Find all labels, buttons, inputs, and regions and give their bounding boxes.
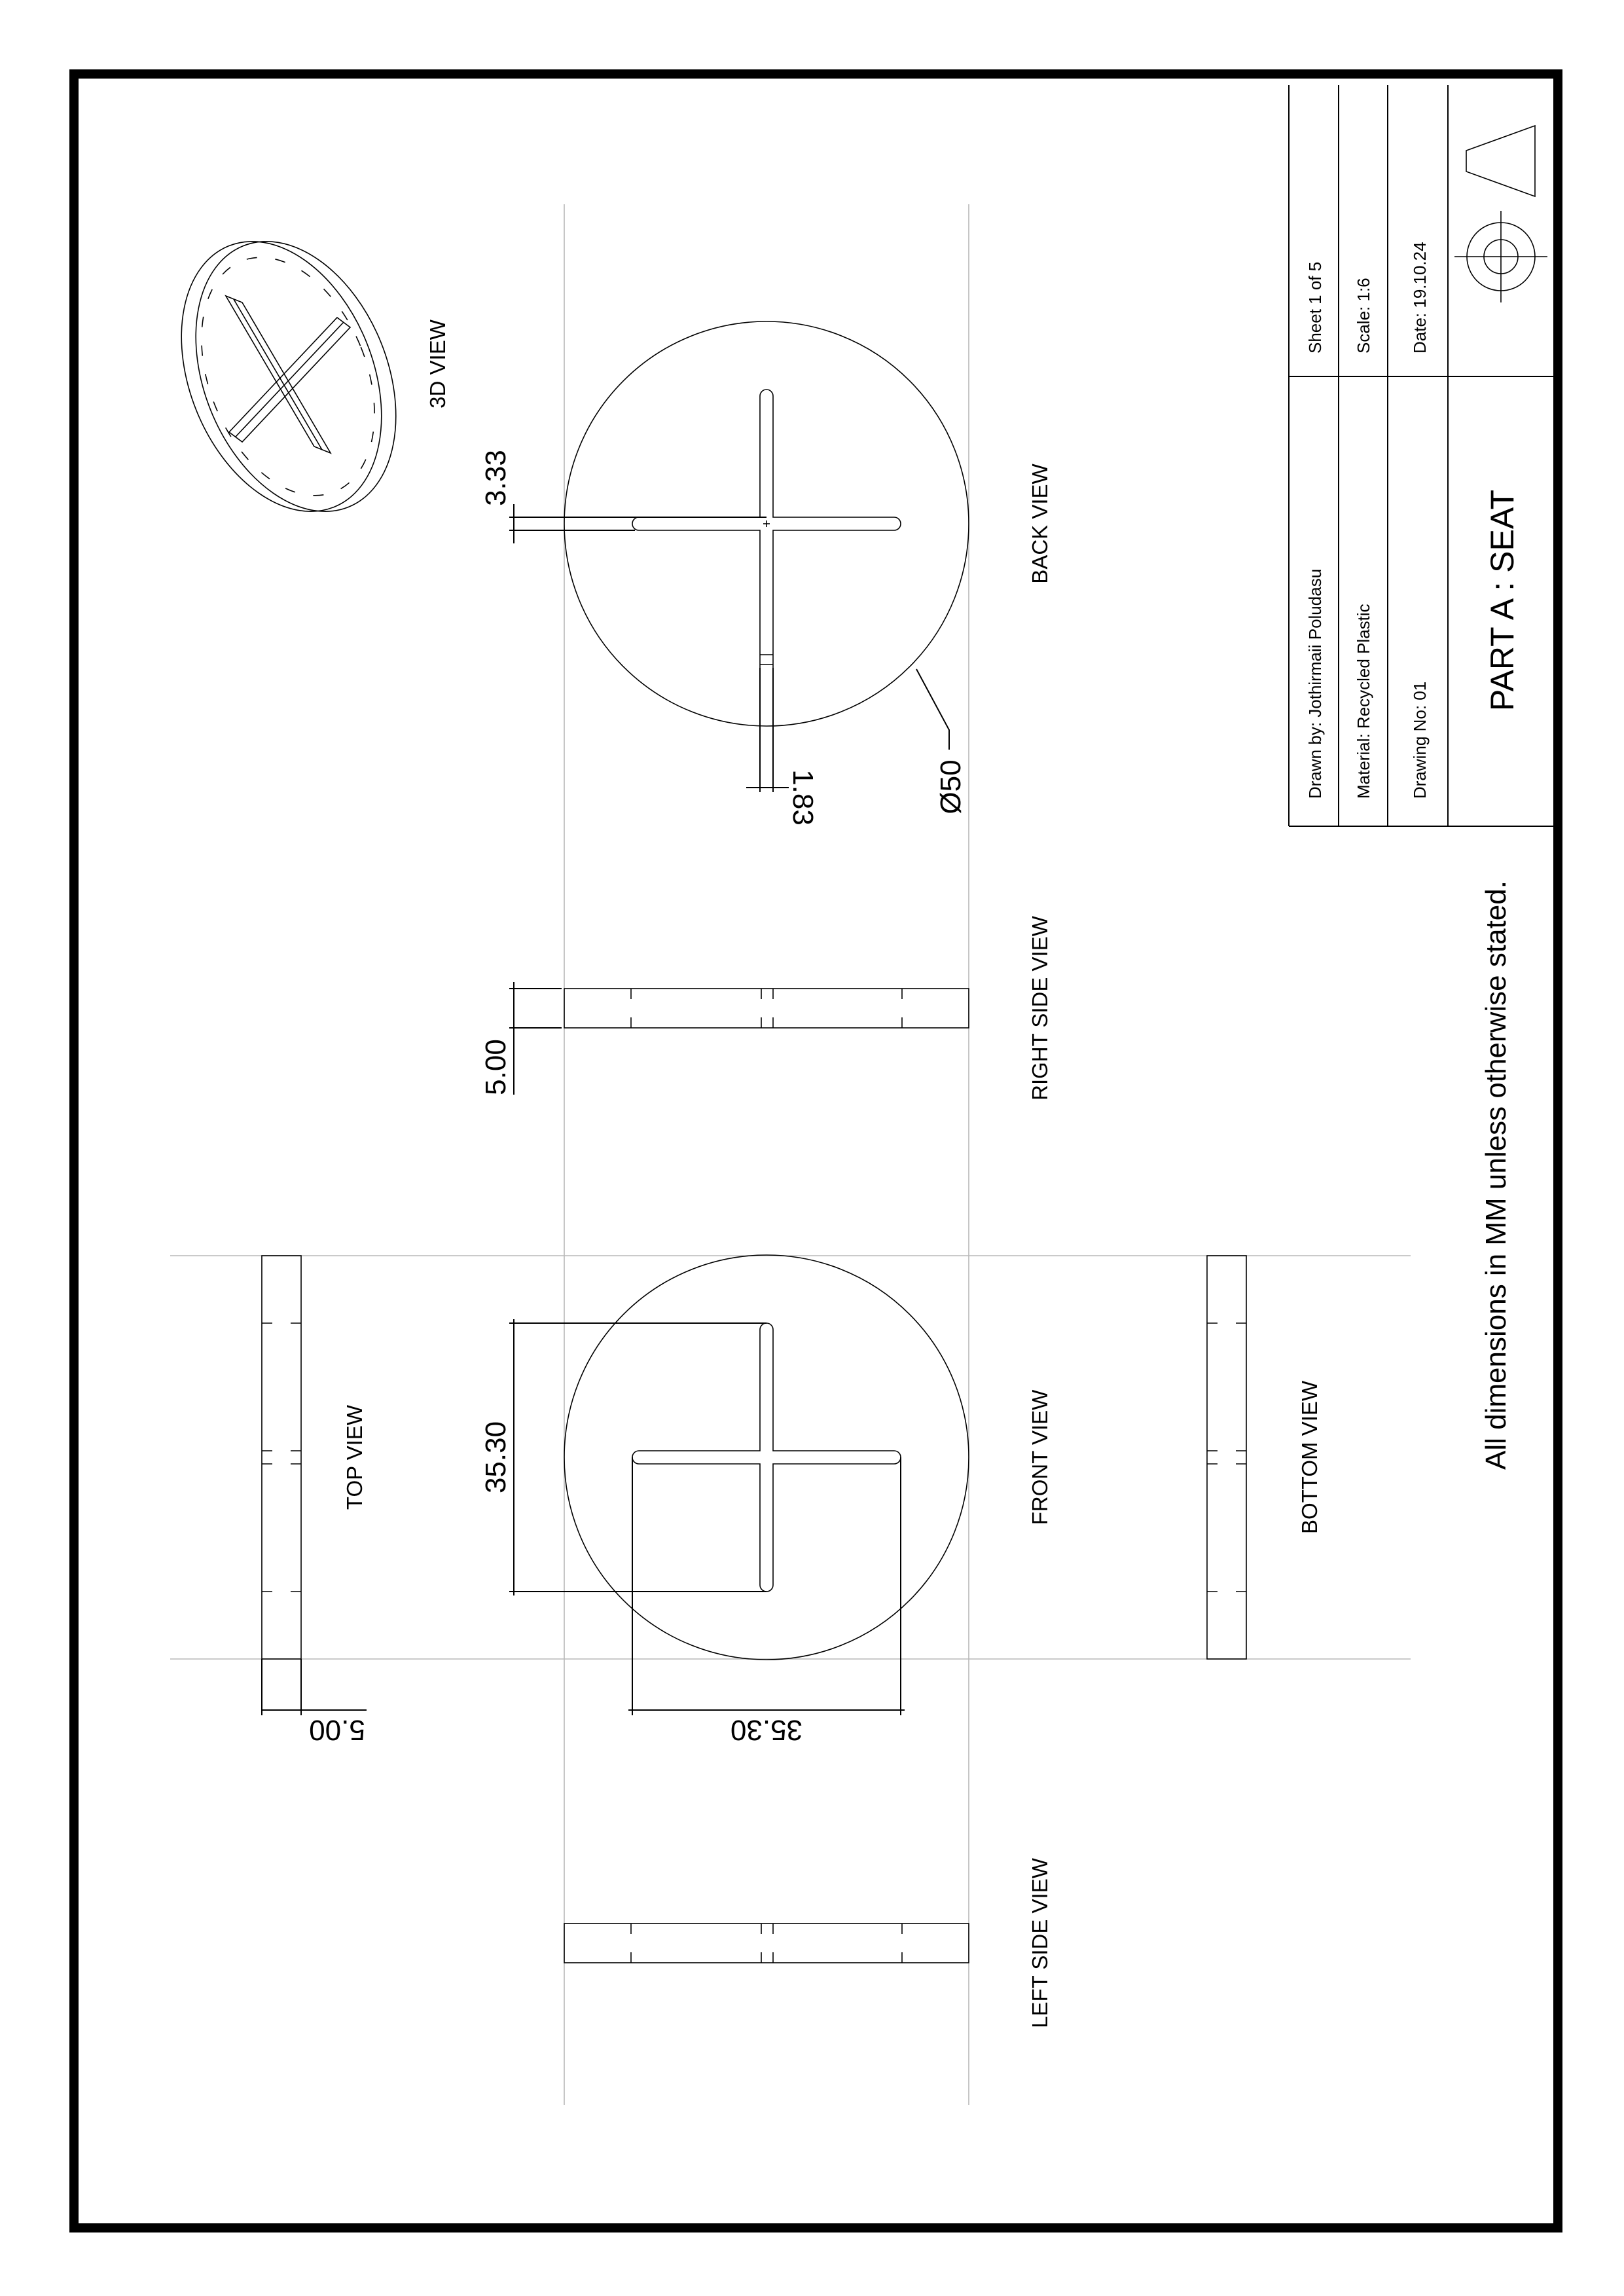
title-drawing-no: Drawing No: 01: [1410, 681, 1430, 799]
label-top-view: TOP VIEW: [342, 1404, 367, 1510]
dim-thickness-top: 5.00: [309, 1714, 365, 1746]
label-bottom-view: BOTTOM VIEW: [1297, 1380, 1322, 1535]
title-material: Material: Recycled Plastic: [1354, 604, 1373, 799]
title-part-name: PART A : SEAT: [1484, 489, 1521, 712]
dim-slot-end: 3.33: [480, 450, 512, 506]
label-3d-view: 3D VIEW: [425, 319, 450, 409]
label-right-side-view: RIGHT SIDE VIEW: [1028, 916, 1052, 1101]
title-scale: Scale: 1:6: [1354, 278, 1373, 354]
title-drawn-by: Drawn by: Jothirmaii Poludasu: [1305, 568, 1325, 799]
dim-diameter: Ø50: [935, 759, 967, 814]
label-back-view: BACK VIEW: [1028, 464, 1052, 584]
title-date: Date: 19.10.24: [1410, 242, 1430, 354]
dim-slot-width: 1.83: [787, 769, 819, 826]
general-note: All dimensions in MM unless otherwise stated.: [1480, 881, 1512, 1470]
label-left-side-view: LEFT SIDE VIEW: [1028, 1858, 1052, 2028]
dim-thickness-right: 5.00: [480, 1039, 512, 1095]
label-front-view: FRONT VIEW: [1028, 1389, 1052, 1525]
dim-slot-length-a: 35.30: [480, 1421, 512, 1494]
dim-slot-length-b: 35.30: [730, 1714, 803, 1746]
title-sheet: Sheet 1 of 5: [1305, 261, 1325, 354]
